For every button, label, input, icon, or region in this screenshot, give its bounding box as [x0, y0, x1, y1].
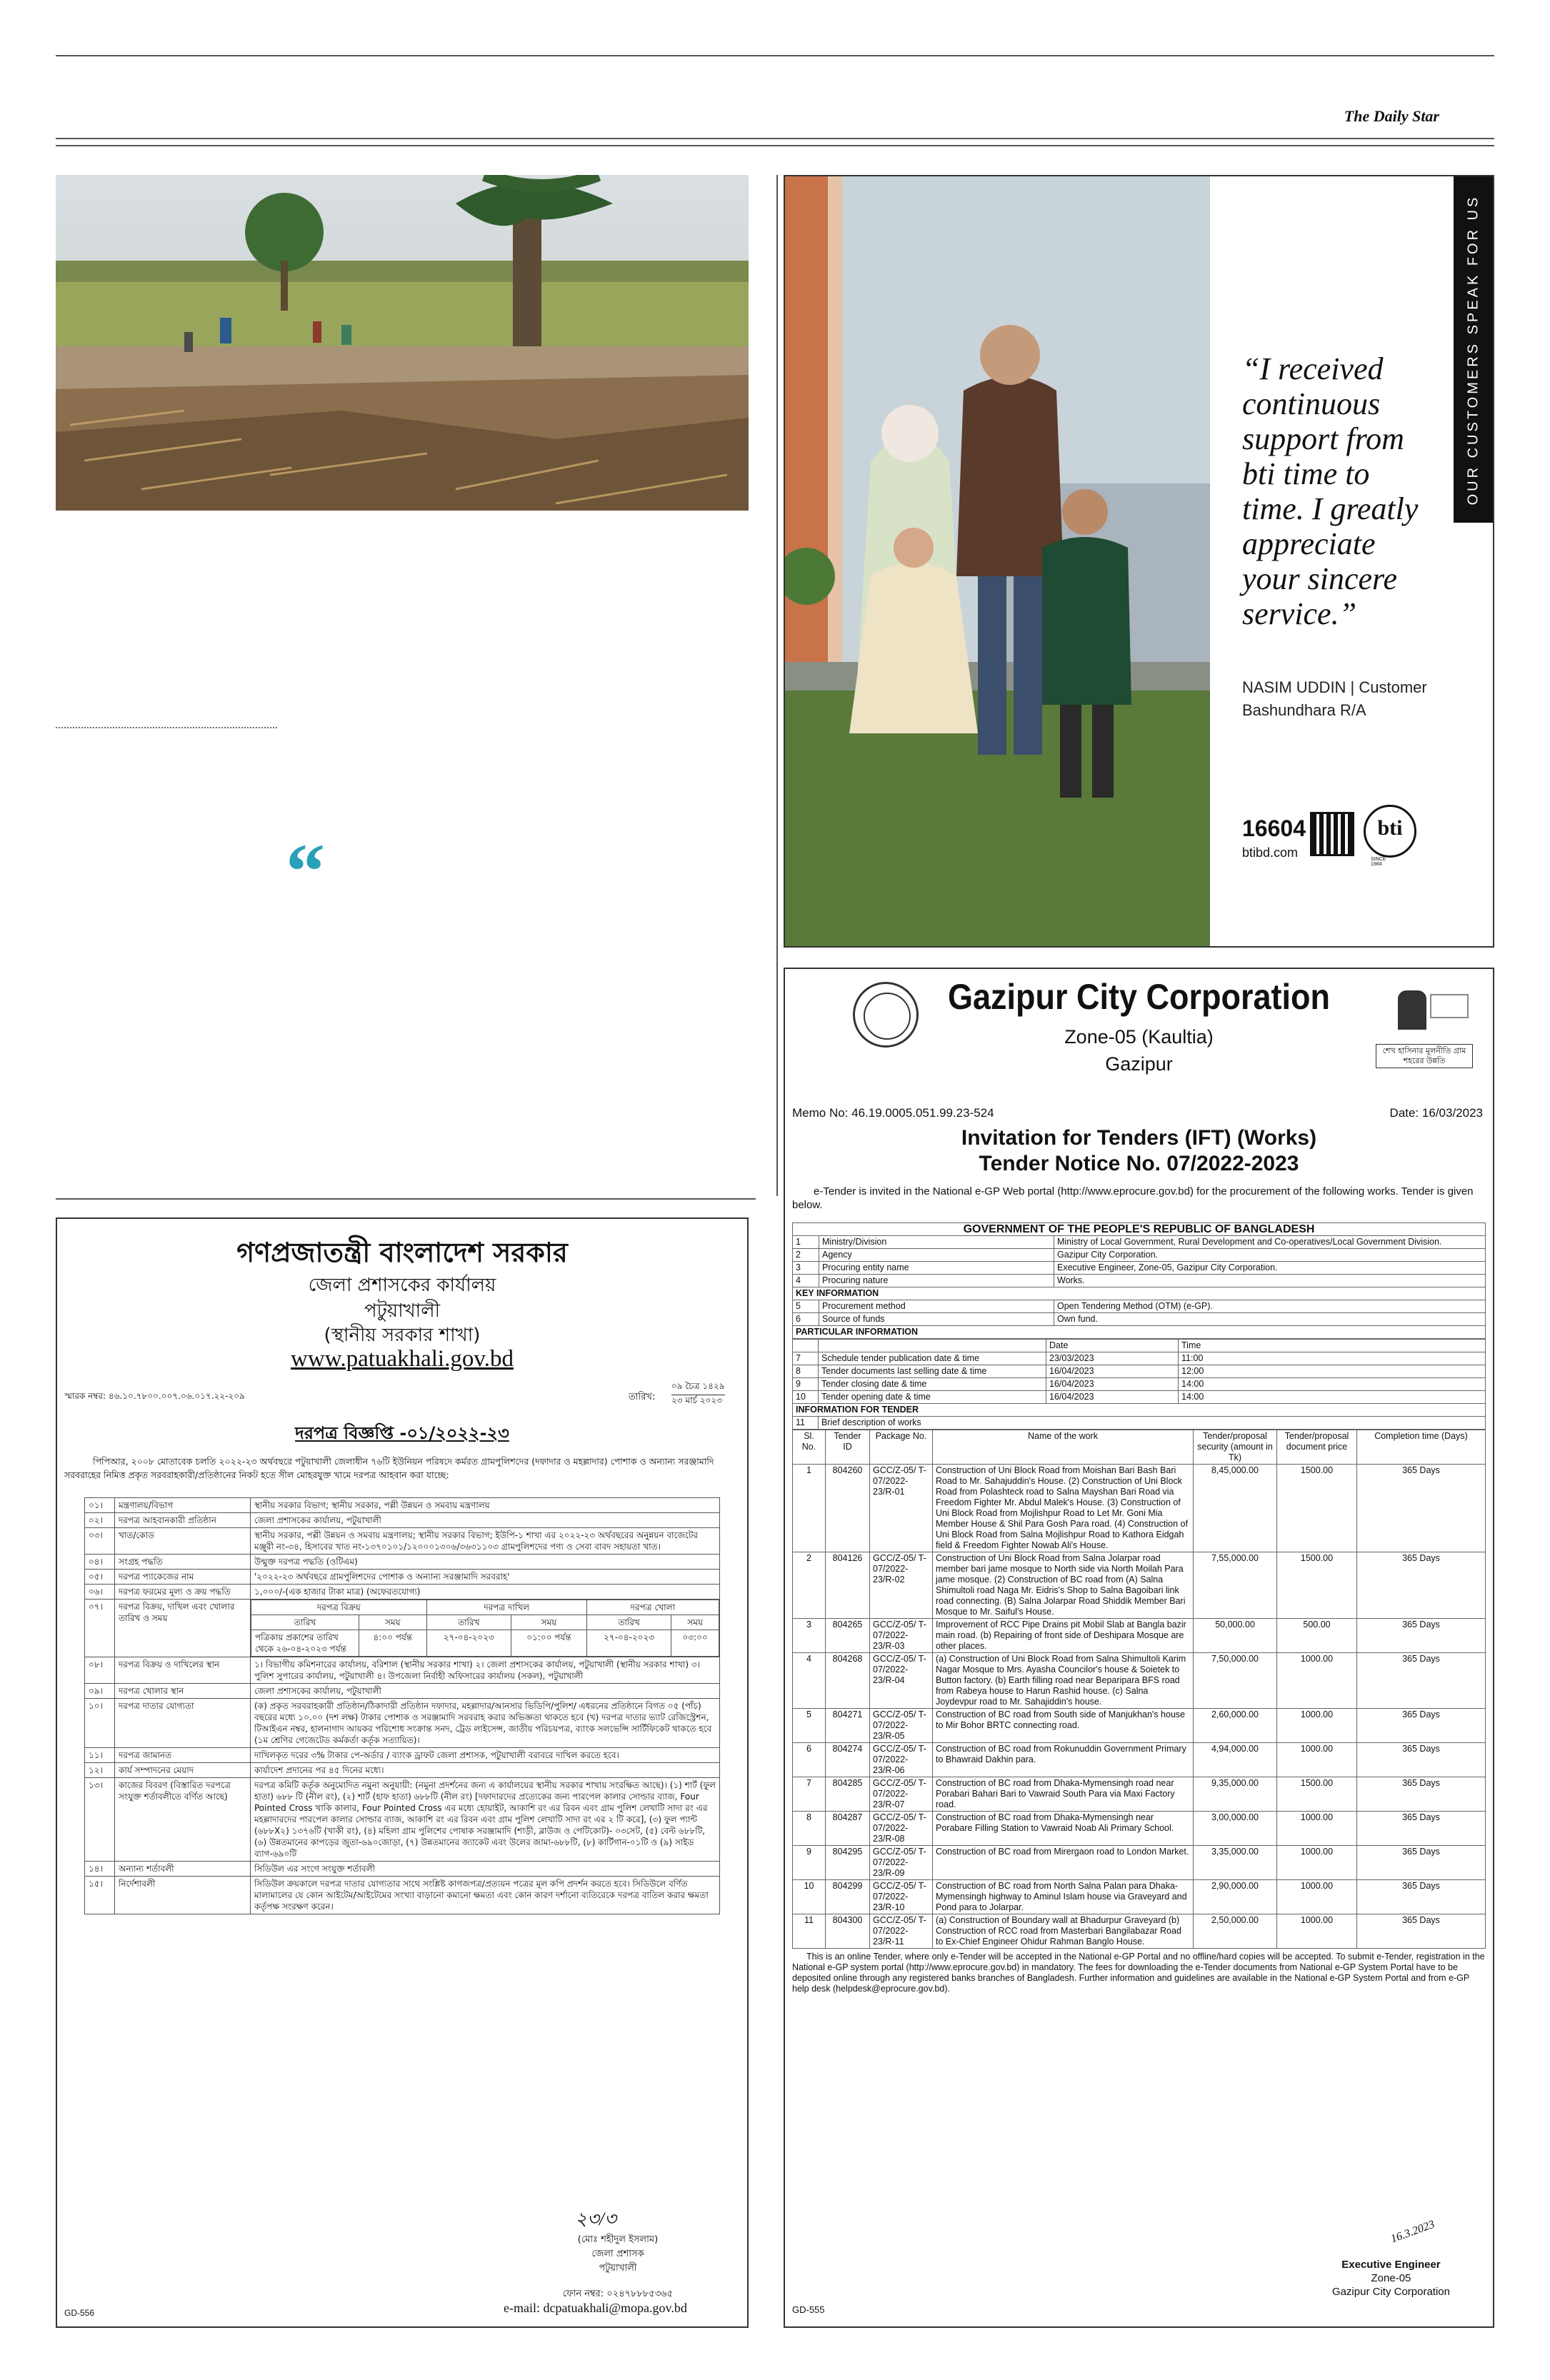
signature-icon: 16.3.2023 [1389, 2218, 1436, 2246]
row-work-name: (a) Construction of Boundary wall at Bhadurpur Graveyard (b) Construction of RCC road from Masterbari Bangilabazar Road to Ex-Chief Engineer Ohidur Rahman Banglo House. [933, 1914, 1194, 1949]
info-row [793, 1236, 1486, 1249]
row-work-name: (a) Construction of Uni Block Road from Salna Shimultoli Karim Nagar Mosque to Mrs. Ayasha Councilor's house & Soietek to Button factory. (b) Earth filling road near Beparipara BFS road from Rabeya house to Harun Rashid house. (c) Salna Joydevpur road to Mr. Sahajiddin's house. [933, 1653, 1194, 1709]
row-package: GCC/Z-05/ T-07/2022- 23/R-09 [870, 1846, 933, 1880]
info-num: 3 [793, 1262, 819, 1275]
date-english: ২৩ মার্চ ২০২৩ [671, 1395, 723, 1405]
sale-date: পত্রিকায় প্রকাশের তারিখ থেকে ২৬-০৪-২০২৩ পর্যন্ত [251, 1630, 359, 1657]
notice-num: ০৩। [85, 1528, 115, 1555]
notice-row [85, 1862, 720, 1877]
info-row [793, 1249, 1486, 1262]
signature-block [1332, 2258, 1450, 2299]
row-completion: 365 Days [1357, 1812, 1486, 1846]
gd-code: GD-555 [792, 2304, 825, 2315]
gov-heading: GOVERNMENT OF THE PEOPLE'S REPUBLIC OF BANGLADESH [793, 1223, 1486, 1236]
notice-title: দরপত্র বিজ্ঞপ্তি -০১/২০২২-২৩ [295, 1423, 509, 1443]
notice-value: দাখিলকৃত দরের ৩% টাকার পে-অর্ডার / ব্যাংক ড্রাফট জেলা প্রশাসক, পটুয়াখালী বরাবরে দাখিল করতে হবে। [251, 1748, 720, 1763]
open-date: ২৭-০৪-২০২৩ [586, 1630, 671, 1657]
notice-row [85, 1763, 720, 1778]
time-h: সময় [359, 1615, 427, 1630]
bti-since: SINCE 1984 [1371, 857, 1386, 867]
row-security: 7,55,000.00 [1194, 1552, 1277, 1619]
info-num: 6 [793, 1313, 819, 1326]
row-work-name: Construction of BC road from South side of Manjukhan's house to Mir Bohor BRTC connecting road. [933, 1709, 1194, 1743]
works-col-header: Tender/proposal document price [1277, 1430, 1357, 1465]
particular-row [793, 1365, 1486, 1378]
particular-num: 8 [793, 1365, 819, 1378]
schedule-subtable [251, 1600, 719, 1657]
row-work-name: Improvement of RCC Pipe Drains pit Mobil Slab at Bangla bazir main road. (b) Repairing of front side of Deshipara Mosque are other places. [933, 1619, 1194, 1653]
row-tender-id: 804260 [826, 1465, 870, 1552]
row-work-name: Construction of BC road from Dhaka-Mymensingh near Porabare Filling Station to Vawraid Noab Ali Primary School. [933, 1812, 1194, 1846]
dc-email: e-mail: dcpatuakhali@mopa.gov.bd [504, 2301, 687, 2315]
patuakhali-table [84, 1497, 720, 1914]
info-row [793, 1313, 1486, 1326]
particular-row [793, 1391, 1486, 1404]
notice-num: ১১। [85, 1748, 115, 1763]
side-banner [1454, 176, 1493, 523]
works-row [793, 1777, 1486, 1812]
customer-info [1242, 676, 1427, 722]
row-package: GCC/Z-05/ T-07/2022- 23/R-01 [870, 1465, 933, 1552]
particular-key: Tender closing date & time [819, 1378, 1046, 1391]
intro-text: e-Tender is invited in the National e-GP Web portal (http://www.eprocure.gov.bd) for the procurement of the following works. Tender is given below. [792, 1185, 1474, 1211]
open-time: ০৩:০০ [671, 1630, 719, 1657]
footer-text: This is an online Tender, where only e-Tender will be accepted in the National e-GP Portal and no offline/hard copies will be accepted. To submit e-Tender, registration in the National e-GP system portal (http://www.eprocure.gov.bd) in mandatory. The fees for downloading the e-Tender documents from National e-GP System Portal have to be deposited online through any registered banks branches of Bangladesh. Further information and guidelines are available in the National e-GP System Portal and from e-GP help desk (helpdesk@eprocure.gov.bd). [792, 1952, 1485, 1994]
particular-key: Schedule tender publication date & time [819, 1352, 1046, 1365]
row-tender-id: 804271 [826, 1709, 870, 1743]
notice-value: ১,০০০/-(এক হাজার টাকা মাত্র) (অফেরতযোগ্য) [251, 1585, 720, 1600]
particular-time: 14:00 [1179, 1378, 1486, 1391]
notice-num: ১৩। [85, 1778, 115, 1862]
row-security: 50,000.00 [1194, 1619, 1277, 1653]
info-value: Gazipur City Corporation. [1054, 1249, 1486, 1262]
testimonial-quote: “I received continuous support from bti time to time. I greatly appreciate your sincere service.” [1242, 351, 1419, 631]
particular-date: 16/04/2023 [1046, 1365, 1179, 1378]
date-h: তারিখ [426, 1615, 511, 1630]
r8-v: ১। বিভাগীয় কমিশনারের কার্যালয়, বরিশাল (স্থানীয় সরকার শাখা) ২। জেলা প্রশাসকের কার্যালয়, পটুয়াখালী (স্থানীয় সরকার শাখা) ৩। পুলিশ সুপারের কার্যালয়, পটুয়াখালী ৪। উপজেলা নির্বাহী অফিসারের কার্যালয় (সকল), পটুয়াখালী [251, 1657, 720, 1684]
works-col-header: Sl. No. [793, 1430, 826, 1465]
row-doc-price: 1000.00 [1277, 1709, 1357, 1743]
row-work-name: Construction of BC road from North Salna Palan para Dhaka-Mymensingh highway to Aminul Islam house via Graveyard and Pond para to Jolarpar. [933, 1880, 1194, 1914]
tender-info-label: INFORMATION FOR TENDER [793, 1404, 1486, 1417]
masthead-logo: The Daily Star [1344, 107, 1439, 125]
info-key: Agency [819, 1249, 1054, 1262]
notice-value: স্থানীয় সরকার বিভাগ; স্থানীয় সরকার, পল্লী উন্নয়ন ও সমবায় মন্ত্রণালয় [251, 1498, 720, 1513]
particular-time: 12:00 [1179, 1365, 1486, 1378]
bti-ad [784, 175, 1494, 948]
dc-signature-block [521, 2233, 714, 2301]
tender-notice-no: Tender Notice No. 07/2022-2023 [979, 1152, 1299, 1175]
info-key: Procuring nature [819, 1275, 1054, 1287]
row-work-name: Construction of BC road from Mirergaon road to London Market. [933, 1846, 1194, 1880]
section-rule [56, 1198, 756, 1200]
notice-row [85, 1555, 720, 1570]
submit-date: ২৭-০৪-২০২৩ [426, 1630, 511, 1657]
works-col-header: Tender/proposal security (amount in Tk) [1194, 1430, 1277, 1465]
ift-heading: Invitation for Tenders (IFT) (Works) [961, 1126, 1317, 1150]
row-tender-id: 804285 [826, 1777, 870, 1812]
row-package: GCC/Z-05/ T-07/2022- 23/R-06 [870, 1743, 933, 1777]
particular-time: 11:00 [1179, 1352, 1486, 1365]
sig-org: Gazipur City Corporation [1331, 2286, 1450, 2298]
notice-key: দরপত্র জামানত [115, 1748, 251, 1763]
notice-date: Date: 16/03/2023 [1389, 1106, 1483, 1120]
info-value: Own fund. [1054, 1313, 1486, 1326]
info-value: Executive Engineer, Zone-05, Gazipur City Corporation. [1054, 1262, 1486, 1275]
key-info-label: KEY INFORMATION [793, 1287, 1486, 1300]
row-package: GCC/Z-05/ T-07/2022- 23/R-04 [870, 1653, 933, 1709]
particular-row [793, 1352, 1486, 1365]
row-doc-price: 500.00 [1277, 1619, 1357, 1653]
row-tender-id: 804295 [826, 1846, 870, 1880]
top-rule [56, 55, 1494, 56]
particular-num: 9 [793, 1378, 819, 1391]
info-key: Procuring entity name [819, 1262, 1054, 1275]
notice-key: নির্দেশাবলী [115, 1877, 251, 1914]
memo-no: Memo No: 46.19.0005.051.99.23-524 [792, 1106, 994, 1120]
notice-key: দরপত্র আহবানকারী প্রতিষ্ঠান [115, 1513, 251, 1528]
row-doc-price: 1500.00 [1277, 1465, 1357, 1552]
dotted-separator [56, 727, 277, 728]
notice-value: স্থানীয় সরকার, পল্লী উন্নয়ন ও সমবায় মন্ত্রণালয়; স্থানীয় সরকার বিভাগ; ইউপি-১ শাখা এর ২০২২-২৩ অর্থবছরের অনুন্নয়ন বাজেটের মঞ্জুরী নং-৩৪, হিসাবের খাত নং-১৩৭০১০১/১২০০০১৩০৬/৩৬৩১১০৩ গ্রামপুলিশদের পণ্য ও সেবা বাবদ সহায়তা খাত। [251, 1528, 720, 1555]
works-row [793, 1914, 1486, 1949]
r8-n: ০৮। [85, 1657, 115, 1684]
notice-value: উন্মুক্ত দরপত্র পদ্ধতি (ওটিএম) [251, 1555, 720, 1570]
row-sl: 10 [793, 1880, 826, 1914]
works-row [793, 1709, 1486, 1743]
row-package: GCC/Z-05/ T-07/2022- 23/R-03 [870, 1619, 933, 1653]
signer-name: (মোঃ শহীদুল ইসলাম) [577, 2234, 659, 2245]
row-completion: 365 Days [1357, 1880, 1486, 1914]
gazipur-tender-notice [784, 968, 1494, 2328]
date-h: তারিখ [251, 1615, 359, 1630]
submit-header: দরপত্র দাখিল [426, 1600, 586, 1615]
row-work-name: Construction of BC road from Dhaka-Mymensingh road near Porabari Bahari Bari to Vawraid South Para via Maxi Factory road. [933, 1777, 1194, 1812]
row-package: GCC/Z-05/ T-07/2022- 23/R-05 [870, 1709, 933, 1743]
row-package: GCC/Z-05/ T-07/2022- 23/R-02 [870, 1552, 933, 1619]
brief-n: 11 [793, 1417, 819, 1430]
particular-date: 23/03/2023 [1046, 1352, 1179, 1365]
info-value: Open Tendering Method (OTM) (e-GP). [1054, 1300, 1486, 1313]
row-work-name: Construction of Uni Block Road from Moishan Bari Bash Bari Road to Mr. Sahajuddin's House. (2) Construction of Uni Block Road from Polashteck road to Salna Mayshan Bari Road via Freedom Fighter Mr. Abdul Malek's House. (3) Construction of Uni Block Road from Mojlishpur Road to Let Mr. Goni Mia Member House & Shil Para Gosh Para road. (4) Construction of Uni Block Road from Salna Mojlishpur Road to Kathora Eidgah field & Freedom Fighter Nowab Ali's House. [933, 1465, 1194, 1552]
notice-value: কার্যাদেশ প্রদানের পর ৪৫ দিনের মধ্যে। [251, 1763, 720, 1778]
info-value: Ministry of Local Government, Rural Development and Co-operatives/Local Government Division. [1054, 1236, 1486, 1249]
notice-row [85, 1585, 720, 1600]
particular-num: 7 [793, 1352, 819, 1365]
notice-key: সংগ্রহ পদ্ধতি [115, 1555, 251, 1570]
intro-paragraph: পিপিআর, ২০০৮ মোতাবেক চলতি ২০২২-২৩ অর্থবছরে পটুয়াখালী জেলাধীন ৭৬টি ইউনিয়ন পরিষদে কর্মরত গ্রামপুলিশদের (দফাদার ও মহল্লাদার) পোশাক ও অন্যান্য সরঞ্জামাদি সরবরাহের নিমিত্ত প্রকৃত সরবরাহকারী/প্রতিষ্ঠানের নিকট হতে সীল মোহরযুক্ত খামে দরপত্র আহবান করা যাচ্ছে: [64, 1456, 714, 1480]
row-completion: 365 Days [1357, 1777, 1486, 1812]
row-completion: 365 Days [1357, 1465, 1486, 1552]
row-doc-price: 1000.00 [1277, 1743, 1357, 1777]
r7-n: ০৭। [85, 1600, 115, 1657]
works-col-header: Name of the work [933, 1430, 1194, 1465]
notice-row [85, 1778, 720, 1862]
info-value: Works. [1054, 1275, 1486, 1287]
particular-key: Tender opening date & time [819, 1391, 1046, 1404]
works-table [792, 1430, 1486, 1949]
info-num: 4 [793, 1275, 819, 1287]
sig-title: Executive Engineer [1341, 2259, 1441, 2271]
particular-row [793, 1378, 1486, 1391]
signer-phone: ফোন নম্বর: ০২৪৭৮৮৮৫৩৬৫ [562, 2289, 674, 2299]
particular-key: Tender documents last selling date & time [819, 1365, 1046, 1378]
notice-num: ১০। [85, 1699, 115, 1748]
notice-row [85, 1498, 720, 1513]
row-completion: 365 Days [1357, 1653, 1486, 1709]
row-package: GCC/Z-05/ T-07/2022- 23/R-10 [870, 1880, 933, 1914]
works-row [793, 1743, 1486, 1777]
gazipur-zone: Zone-05 (Kaultia) [1064, 1026, 1214, 1048]
particular-label: PARTICULAR INFORMATION [793, 1326, 1486, 1339]
customer-location: Bashundhara R/A [1242, 701, 1366, 719]
row-package: GCC/Z-05/ T-07/2022- 23/R-08 [870, 1812, 933, 1846]
time-h: সময় [671, 1615, 719, 1630]
hotline: 16604 [1242, 815, 1306, 841]
gd-code-patuakhali: GD-556 [64, 2308, 95, 2318]
row-completion: 365 Days [1357, 1552, 1486, 1619]
row-work-name: Construction of BC road from Rokunuddin Government Primary to Bhawraid Dakhin para. [933, 1743, 1194, 1777]
notice-value: জেলা প্রশাসকের কার্যালয়, পটুয়াখালী [251, 1513, 720, 1528]
notice-num: ১২। [85, 1763, 115, 1778]
brief-k: Brief description of works [819, 1417, 1486, 1430]
info-key: Procurement method [819, 1300, 1054, 1313]
row-sl: 11 [793, 1914, 826, 1949]
time-h: সময় [511, 1615, 586, 1630]
info-key: Ministry/Division [819, 1236, 1054, 1249]
bti-logo: bti [1364, 805, 1416, 858]
notice-value: জেলা প্রশাসকের কার্যালয়, পটুয়াখালী [251, 1684, 720, 1699]
notice-key: খাত/কোড [115, 1528, 251, 1555]
r7-k: দরপত্র বিক্রয়, দাখিল এবং খোলার তারিখ ও সময় [115, 1600, 251, 1657]
district-name: পটুয়াখালী [364, 1300, 441, 1322]
row-tender-id: 804265 [826, 1619, 870, 1653]
row-sl: 6 [793, 1743, 826, 1777]
row-security: 9,35,000.00 [1194, 1777, 1277, 1812]
row-doc-price: 1000.00 [1277, 1914, 1357, 1949]
row-tender-id: 804300 [826, 1914, 870, 1949]
notice-key: কাজের বিবরণ (বিস্তারিত দরপত্রে সংযুক্ত শর্তাবলীতে বর্ণিত আছে) [115, 1778, 251, 1862]
r8-k: দরপত্র বিক্রয় ও দাখিলের স্থান [115, 1657, 251, 1684]
notice-row [85, 1684, 720, 1699]
gazipur-city: Gazipur [1105, 1053, 1173, 1075]
side-banner-text: OUR CUSTOMERS SPEAK FOR US [1465, 194, 1481, 505]
qr-code-icon [1310, 812, 1354, 856]
works-col-header: Tender ID [826, 1430, 870, 1465]
row-sl: 8 [793, 1812, 826, 1846]
notice-num: ০৪। [85, 1555, 115, 1570]
field-photo [56, 175, 749, 511]
row-sl: 4 [793, 1653, 826, 1709]
notice-num: ০৬। [85, 1585, 115, 1600]
notice-value: দরপত্র কমিটি কর্তৃক অনুমোদিত নমুনা অনুযায়ী: (নমুনা প্রদর্শনের জন্য এ কার্যালয়ের স্থানীয় সরকার শাখায় সংরক্ষিত আছে)। (১) শার্ট (ফুল হাতা) ৬৮৮ টি (নীল রং), (২) শার্ট (হাফ হাতা) ৬৮৮টি (নীল রং) [দফাদারদের প্রত্যেকের জন্য পারপেল কালার সোল্ডার ব্যাজ, Four Pointed Cross খাকি কালার, Four Pointed Cross এর মধ্যে হোয়াইট, আকাশি রং এর রিবন এবং গ্রাম পুলিশ লেখাটি সাদা রং এর মহল্লাদারদের পারপেল কালার সোল্ডার ব্যাজ, আকাশি রং এর রিবন এবং গ্রাম পুলিশ লেখাটি সাদা রং এর ২ টি করে], (৩) ফুল প্যান্ট (৬৮৮X২) ১৩৭৬টি (খাকী রং), (৪) মহিলা গ্রাম পুলিশের পোষাক সরঞ্জামাদি (শাড়ী, ব্লাউজ ও পেটিকোট)- ০৩সেট, (৫) বেল্ট ৬৮৮টি, (৬) উন্নতমানের কাপড়ের জুতা-৬৯০জোড়া, (৭) উন্নতমানের জ্যাকেট এবং উলের জামা-৬৮৮টি, (৮) কার্টিগান-০১টি ও (৯) সাইড ব্যাগ-৬৯০টি [251, 1778, 720, 1862]
info-row [793, 1262, 1486, 1275]
patuakhali-url[interactable]: www.patuakhali.gov.bd [291, 1346, 514, 1372]
row-doc-price: 1000.00 [1277, 1812, 1357, 1846]
row-sl: 9 [793, 1846, 826, 1880]
memo-number: স্মারক নম্বর: ৪৬.১০.৭৮০০.০০৭.০৬.০১৭.২২-২০৯ [64, 1391, 245, 1401]
website: btibd.com [1242, 845, 1299, 860]
patuakhali-tender-notice [56, 1217, 749, 2328]
notice-key: দরপত্র ফরমের মূল্য ও ক্রয় পদ্ধতি [115, 1585, 251, 1600]
particular-time: 14:00 [1179, 1391, 1486, 1404]
row-completion: 365 Days [1357, 1846, 1486, 1880]
works-row [793, 1552, 1486, 1619]
gov-info-table [792, 1222, 1486, 1339]
column-divider [776, 175, 778, 1196]
row-tender-id: 804268 [826, 1653, 870, 1709]
customer-name: NASIM UDDIN | Customer [1242, 678, 1427, 696]
row-completion: 365 Days [1357, 1914, 1486, 1949]
gov-name: গণপ্রজাতন্ত্রী বাংলাদেশ সরকার [236, 1237, 568, 1268]
open-header: দরপত্র খোলা [586, 1600, 719, 1615]
row-work-name: Construction of Uni Block Road from Salna Jolarpar road member bari jame mosque to North side via North Moilah Para jame mosque. (2) Construction of BC road from (A) Salna Shimultoli road Naga Mr. Eidris's Shop to Salna Bagoibari link road connecting. (B) Salna Jolarpar Road Shiddik Member Bari Mosque to Mr. Saiful's House. [933, 1552, 1194, 1619]
info-row [793, 1300, 1486, 1313]
date-col-header: Date [1046, 1340, 1179, 1352]
row-security: 2,50,000.00 [1194, 1914, 1277, 1949]
row-completion: 365 Days [1357, 1709, 1486, 1743]
row-security: 4,94,000.00 [1194, 1743, 1277, 1777]
row-package: GCC/Z-05/ T-07/2022- 23/R-11 [870, 1914, 933, 1949]
date-h: তারিখ [586, 1615, 671, 1630]
submit-time: ০১:০০ পর্যন্ত [511, 1630, 586, 1657]
particular-date: 16/04/2023 [1046, 1378, 1179, 1391]
notice-value: (ক) প্রকৃত সরবরাহকারী প্রতিষ্ঠান/ঠিকাদারী প্রতিষ্ঠান দফাদার, মহল্লাদার/আনসার ভিডিপি/পুলিশ/ এধরনের প্রতিষ্ঠানে বিগত ০৫ (পাঁচ) বছরের মধ্যে ১০.০০ (দশ লক্ষ) টাকার পোশাক ও সরঞ্জামাদি সরবরাহ করার অভিজ্ঞতা থাকতে হবে (খ) দরপত্র দাতার ভ্যাট রেজিস্ট্রেশন, টিআইএন নম্বর, হালনাগাদ আয়কর পরিশোধ সংক্রান্ত সনদ, ট্রেড লাইসেন্স, জাতীয় পরিচয়পত্র, ব্যাংক সলভেন্সি সার্টিফিকেট থাকতে হবে (১ম শ্রেণির গেজেটেড কর্মকর্তা কর্তৃক সত্যায়িত)। [251, 1699, 720, 1748]
row-doc-price: 1000.00 [1277, 1653, 1357, 1709]
row-security: 7,50,000.00 [1194, 1653, 1277, 1709]
date-bengali: ০৯ চৈত্র ১৪২৯ [671, 1380, 725, 1395]
sale-time: ৪:০০ পর্যন্ত [359, 1630, 427, 1657]
sale-header: দরপত্র বিক্রয় [251, 1600, 427, 1615]
dc-signature-icon: ২৩/৩ [575, 2209, 616, 2229]
notice-row [85, 1513, 720, 1528]
row-security: 2,60,000.00 [1194, 1709, 1277, 1743]
notice-key: কার্য সম্পাদনের মেয়াদ [115, 1763, 251, 1778]
info-tables [792, 1222, 1486, 1994]
info-key: Source of funds [819, 1313, 1054, 1326]
quote-icon: “ [286, 828, 325, 915]
row-completion: 365 Days [1357, 1619, 1486, 1653]
info-num: 1 [793, 1236, 819, 1249]
row-security: 3,35,000.00 [1194, 1846, 1277, 1880]
row-doc-price: 1000.00 [1277, 1846, 1357, 1880]
notice-num: ০৯। [85, 1684, 115, 1699]
particular-date: 16/04/2023 [1046, 1391, 1179, 1404]
notice-key: মন্ত্রণালয়/বিভাগ [115, 1498, 251, 1513]
row-sl: 2 [793, 1552, 826, 1619]
header-rule-2 [56, 145, 1494, 146]
info-row [793, 1275, 1486, 1287]
works-row [793, 1880, 1486, 1914]
notice-num: ০২। [85, 1513, 115, 1528]
row-sl: 1 [793, 1465, 826, 1552]
particular-table [792, 1339, 1486, 1430]
signer-title: জেলা প্রশাসক [591, 2249, 644, 2259]
office-name: জেলা প্রশাসকের কার্যালয় [308, 1275, 496, 1296]
notice-num: ১৪। [85, 1862, 115, 1877]
row-doc-price: 1500.00 [1277, 1552, 1357, 1619]
mujib-caption: শেখ হাসিনার মূলনীতি গ্রাম শহরের উন্নতি [1376, 1044, 1473, 1068]
notice-row [85, 1528, 720, 1555]
works-row [793, 1812, 1486, 1846]
works-col-header: Completion time (Days) [1357, 1430, 1486, 1465]
particular-num: 10 [793, 1391, 819, 1404]
row-tender-id: 804299 [826, 1880, 870, 1914]
row-security: 3,00,000.00 [1194, 1812, 1277, 1846]
row-security: 2,90,000.00 [1194, 1880, 1277, 1914]
notice-key: অন্যান্য শর্তাবলী [115, 1862, 251, 1877]
notice-key: দরপত্র প্যাকেজের নাম [115, 1570, 251, 1585]
notice-value: '২০২২-২৩ অর্থবছরে গ্রামপুলিশদের পোশাক ও অন্যান্য সরঞ্জামাদি সরবরাহ' [251, 1570, 720, 1585]
notice-row [85, 1877, 720, 1914]
sig-zone: Zone-05 [1371, 2272, 1411, 2284]
notice-num: ১৫। [85, 1877, 115, 1914]
notice-value: সিডিউল এর সংগে সংযুক্ত শর্তাবলী [251, 1862, 720, 1877]
works-row [793, 1846, 1486, 1880]
row-doc-price: 1000.00 [1277, 1880, 1357, 1914]
notice-value: সিডিউল ক্রয়কালে দরপত্র দাতার যোগ্যতার সাথে সংশ্লিষ্ট কাগজপত্র/প্রত্যয়ন পত্রের মূল কপি প্রদর্শন করতে হবে। সিডিউলে বর্ণিত মালামালের যে কোন আইটেম/আইটেমের সংখ্যা বাড়ানো কমানো ক্ষমতা এবং কোন কারণ দর্শানো ব্যতিরেকে দরপত্র বাতিল করার ক্ষমতা কর্তৃপক্ষ সংরক্ষণ করেন। [251, 1877, 720, 1914]
row-tender-id: 804274 [826, 1743, 870, 1777]
works-row [793, 1465, 1486, 1552]
notice-num: ০৫। [85, 1570, 115, 1585]
row-security: 8,45,000.00 [1194, 1465, 1277, 1552]
mujib-logo [1380, 990, 1473, 1040]
header-rule-1 [56, 138, 1494, 139]
gazipur-title: Gazipur City Corporation [947, 977, 1331, 1017]
notice-key: দরপত্র দাতার যোগ্যতা [115, 1699, 251, 1748]
row-sl: 3 [793, 1619, 826, 1653]
row-completion: 365 Days [1357, 1743, 1486, 1777]
date-label: তারিখ: [629, 1392, 656, 1402]
notice-row [85, 1570, 720, 1585]
info-num: 5 [793, 1300, 819, 1313]
works-col-header: Package No. [870, 1430, 933, 1465]
notice-key: দরপত্র খোলার স্থান [115, 1684, 251, 1699]
notice-row [85, 1699, 720, 1748]
info-num: 2 [793, 1249, 819, 1262]
row-tender-id: 804126 [826, 1552, 870, 1619]
row-sl: 7 [793, 1777, 826, 1812]
time-col-header: Time [1179, 1340, 1486, 1352]
patuakhali-table-wrap [84, 1497, 720, 1914]
row-tender-id: 804287 [826, 1812, 870, 1846]
branch-name: (স্থানীয় সরকার শাখা) [324, 1325, 481, 1346]
signer-place: পটুয়াখালী [599, 2263, 637, 2274]
family-photo [785, 176, 1210, 948]
notice-num: ০১। [85, 1498, 115, 1513]
row-doc-price: 1500.00 [1277, 1777, 1357, 1812]
works-row [793, 1653, 1486, 1709]
notice-row [85, 1748, 720, 1763]
row-package: GCC/Z-05/ T-07/2022- 23/R-07 [870, 1777, 933, 1812]
works-row [793, 1619, 1486, 1653]
row-sl: 5 [793, 1709, 826, 1743]
